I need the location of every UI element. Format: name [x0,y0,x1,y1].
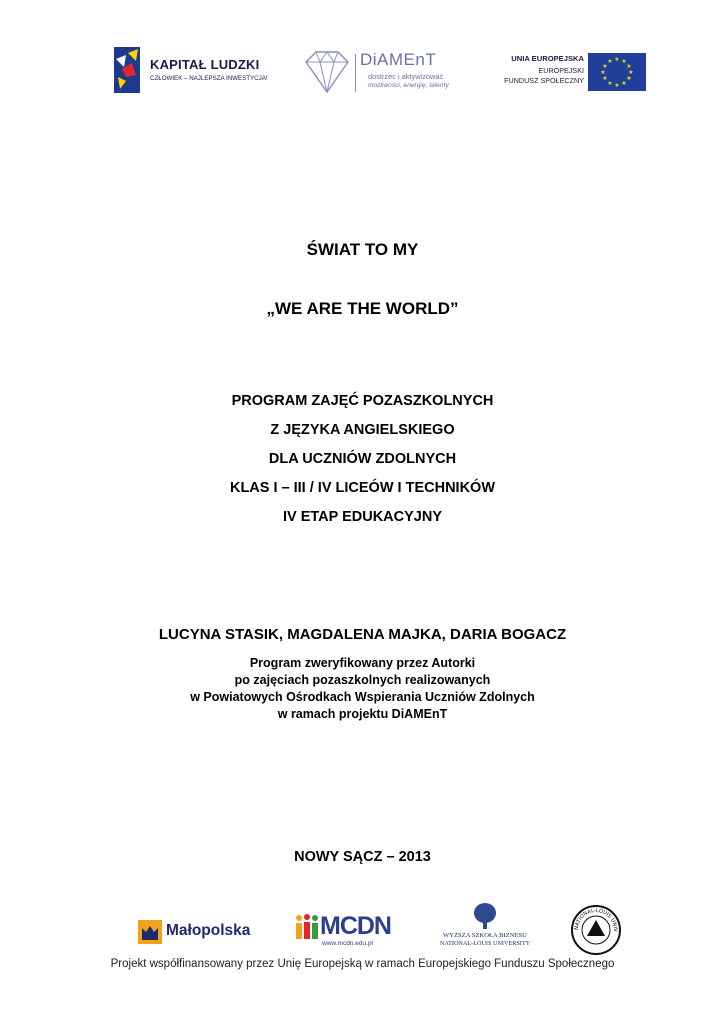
verification-line-3: w Powiatowych Ośrodkach Wspierania Uczniów Zdolnych [190,690,535,704]
malopolska-text: Małopolska [166,922,251,939]
nlu-seal-icon [570,904,622,956]
eu-line-1: UNIA EUROPEJSKA [511,54,584,63]
eu-stars-icon [588,53,646,91]
program-line-3: DLA UCZNIÓW ZDOLNYCH [268,451,457,467]
svg-text:★: ★ [602,75,608,82]
english-title: „WE ARE THE WORLD” [266,299,459,318]
svg-text:★: ★ [607,58,613,65]
diament-tagline-2: możliwości, energię, talenty [368,82,449,89]
kapital-ludzki-emblem-icon [108,45,148,97]
kapital-ludzki-logo [108,45,273,97]
eu-flag-icon [588,53,646,91]
mcdn-url: www.mcdn.edu.pl [322,940,373,947]
eu-line-2: EUROPEJSKI [538,66,584,75]
eu-logo [490,50,650,92]
mcdn-logo [292,910,392,952]
wsb-line-2: NATIONAL-LOUIS UNIVERSITY [439,940,531,947]
kapital-ludzki-title: KAPITAŁ LUDZKI [150,57,260,72]
program-line-1: PROGRAM ZAJĘĆ POZASZKOLNYCH [231,393,494,409]
svg-text:★: ★ [614,82,620,89]
diament-title: DiAMEnT [360,50,437,69]
svg-text:★: ★ [600,69,606,76]
kapital-ludzki-subtitle: CZŁOWIEK – NAJLEPSZA INWESTYCJA! [150,75,268,82]
verification-line-1: Program zweryfikowany przez Autorki [249,656,476,670]
diamond-icon [300,48,354,96]
program-line-4: KLAS I – III / IV LICEÓW I TECHNIKÓW [229,480,496,496]
program-line-5: IV ETAP EDUKACYJNY [283,509,442,525]
svg-text:★: ★ [621,80,627,87]
mcdn-figures-icon [294,914,320,942]
nlu-seal-logo [570,904,622,956]
svg-text:★: ★ [602,63,608,70]
eu-line-3: FUNDUSZ SPOŁECZNY [504,76,584,85]
tree-icon [472,902,498,930]
svg-text:★: ★ [621,58,627,65]
verification-line-4: w ramach projektu DiAMEnT [277,707,448,721]
wsb-logo [430,902,540,950]
svg-text:★: ★ [626,63,632,70]
verification-line-2: po zajęciach pozaszkolnych realizowanych [234,673,491,687]
mcdn-text: MCDN [320,912,391,940]
diament-divider [355,54,356,92]
svg-text:★: ★ [607,80,613,87]
svg-text:★: ★ [628,69,634,76]
program-line-2: Z JĘZYKA ANGIELSKIEGO [270,422,455,438]
main-title: ŚWIAT TO MY [306,240,419,259]
diament-logo [300,48,450,96]
diament-tagline-1: dostrzec i aktywizować [368,72,444,81]
wsb-line-1: WYŻSZA SZKOŁA BIZNESU [443,932,527,939]
authors: LUCYNA STASIK, MAGDALENA MAJKA, DARIA BOGACZ [158,626,567,643]
svg-text:★: ★ [614,56,620,63]
place-year: NOWY SĄCZ – 2013 [294,849,431,865]
malopolska-emblem-icon [138,920,162,944]
nlu-seal-text: NATIONAL-LOUIS UNIV [573,907,619,932]
svg-text:★: ★ [626,75,632,82]
footer-funding-text: Projekt współfinansowany przez Unię Europejską w ramach Europejskiego Funduszu Społecznego [110,958,615,970]
malopolska-logo [138,918,263,950]
